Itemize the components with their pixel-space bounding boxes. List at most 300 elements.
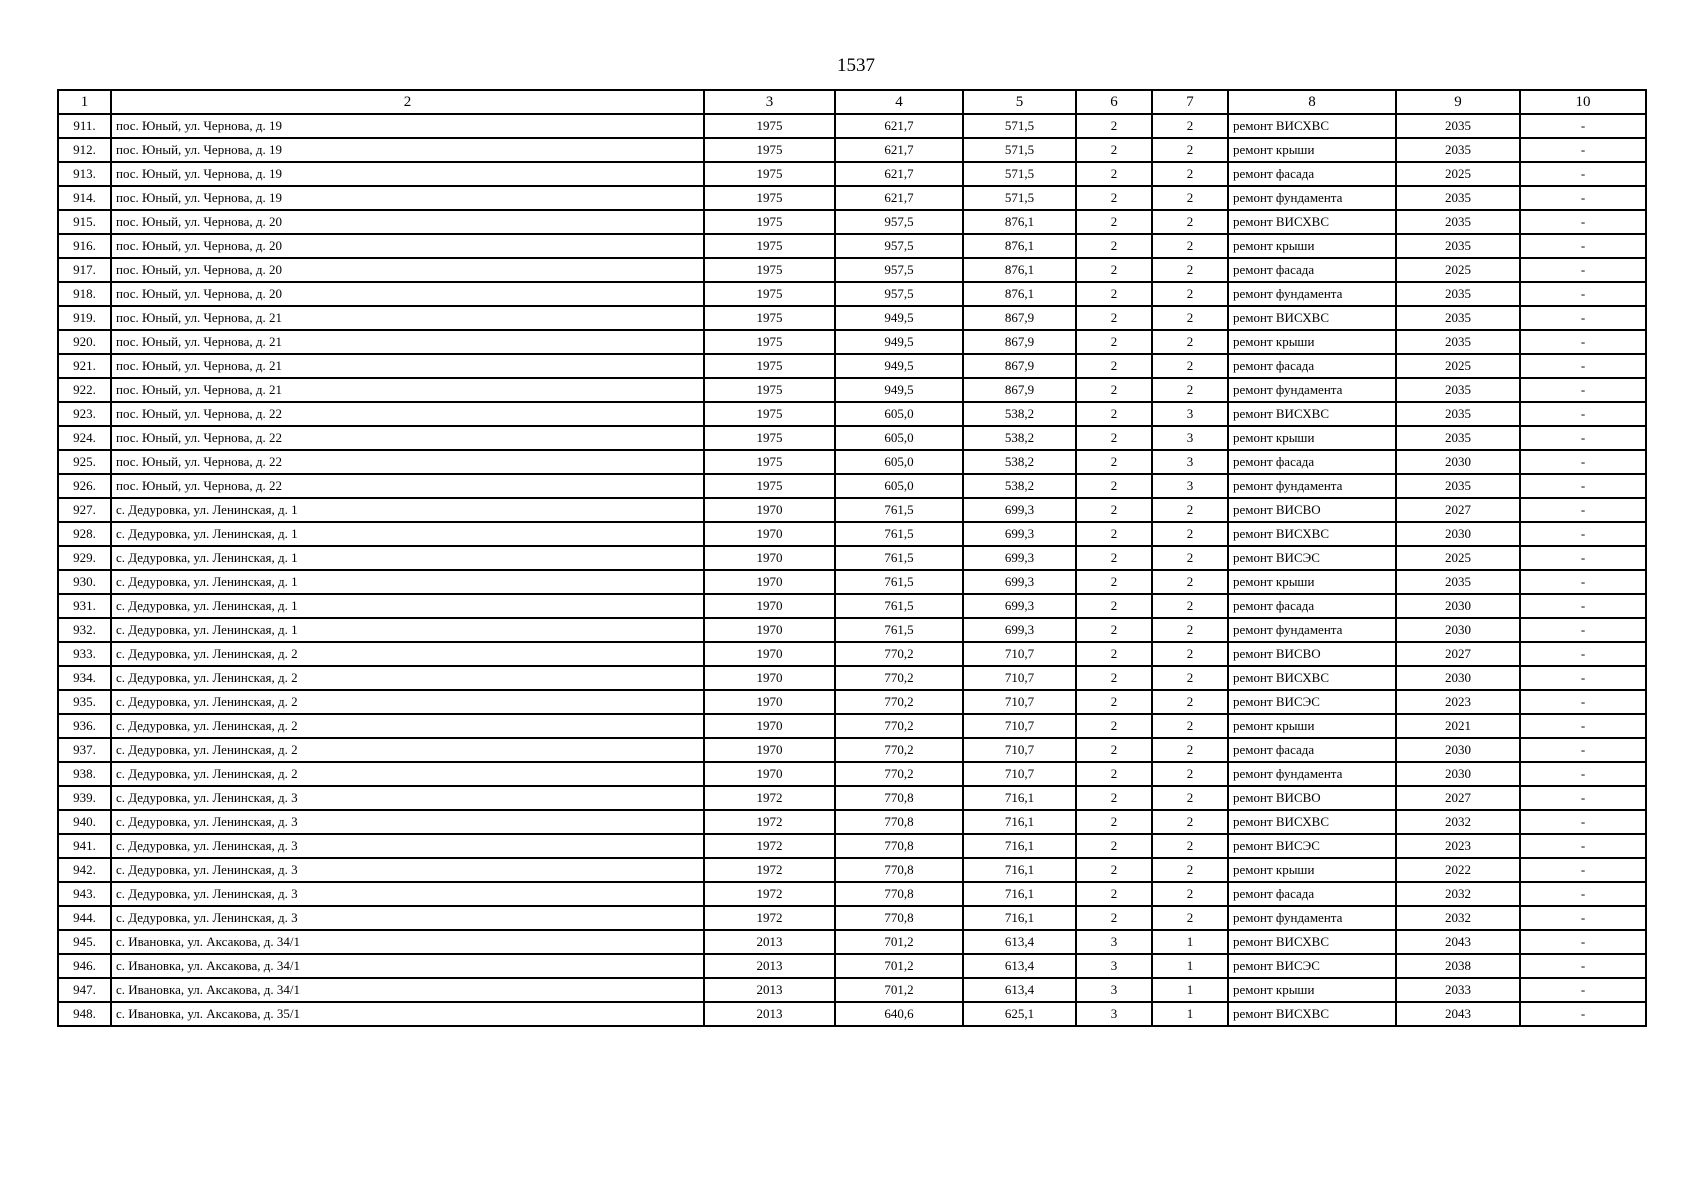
cell-entrances: 2 [1152,570,1228,594]
cell-planned-year: 2030 [1396,762,1520,786]
cell-floors: 2 [1076,906,1152,930]
column-header-7: 7 [1152,90,1228,114]
cell-work-type: ремонт фасада [1228,354,1396,378]
cell-living-area: 876,1 [963,234,1076,258]
cell-total-area: 605,0 [835,426,963,450]
cell-work-type: ремонт фасада [1228,594,1396,618]
cell-total-area: 621,7 [835,186,963,210]
cell-address: с. Дедуровка, ул. Ленинская, д. 1 [111,618,704,642]
cell-note: - [1520,378,1646,402]
table-row [58,882,1646,906]
cell-work-type: ремонт ВИСХВС [1228,402,1396,426]
cell-year-built: 1970 [704,570,835,594]
cell-row-number: 939. [58,786,111,810]
cell-note: - [1520,738,1646,762]
cell-total-area: 949,5 [835,354,963,378]
cell-address: с. Дедуровка, ул. Ленинская, д. 3 [111,810,704,834]
cell-entrances: 2 [1152,378,1228,402]
cell-entrances: 3 [1152,426,1228,450]
cell-total-area: 621,7 [835,162,963,186]
cell-living-area: 538,2 [963,450,1076,474]
table-row [58,618,1646,642]
cell-work-type: ремонт крыши [1228,234,1396,258]
cell-total-area: 770,8 [835,786,963,810]
cell-floors: 2 [1076,762,1152,786]
cell-living-area: 876,1 [963,282,1076,306]
cell-work-type: ремонт крыши [1228,570,1396,594]
table-row [58,306,1646,330]
cell-year-built: 1970 [704,546,835,570]
cell-living-area: 571,5 [963,186,1076,210]
cell-floors: 2 [1076,570,1152,594]
cell-row-number: 926. [58,474,111,498]
cell-row-number: 925. [58,450,111,474]
cell-total-area: 770,2 [835,738,963,762]
cell-planned-year: 2032 [1396,810,1520,834]
cell-total-area: 640,6 [835,1002,963,1026]
cell-floors: 2 [1076,498,1152,522]
cell-note: - [1520,162,1646,186]
cell-year-built: 1970 [704,690,835,714]
cell-planned-year: 2032 [1396,882,1520,906]
cell-living-area: 716,1 [963,786,1076,810]
cell-year-built: 1975 [704,474,835,498]
cell-note: - [1520,498,1646,522]
cell-year-built: 1975 [704,162,835,186]
cell-floors: 2 [1076,378,1152,402]
cell-note: - [1520,594,1646,618]
column-header-6: 6 [1076,90,1152,114]
cell-total-area: 770,2 [835,666,963,690]
table-row [58,858,1646,882]
cell-row-number: 944. [58,906,111,930]
cell-work-type: ремонт ВИСХВС [1228,306,1396,330]
cell-work-type: ремонт фундамента [1228,618,1396,642]
cell-row-number: 937. [58,738,111,762]
cell-note: - [1520,930,1646,954]
cell-planned-year: 2035 [1396,402,1520,426]
cell-planned-year: 2038 [1396,954,1520,978]
cell-note: - [1520,1002,1646,1026]
cell-planned-year: 2025 [1396,354,1520,378]
cell-entrances: 2 [1152,834,1228,858]
cell-living-area: 710,7 [963,642,1076,666]
column-header-1: 1 [58,90,111,114]
cell-address: с. Ивановка, ул. Аксакова, д. 34/1 [111,954,704,978]
cell-year-built: 1970 [704,642,835,666]
cell-total-area: 621,7 [835,114,963,138]
cell-floors: 2 [1076,450,1152,474]
cell-floors: 2 [1076,738,1152,762]
cell-living-area: 699,3 [963,522,1076,546]
cell-row-number: 914. [58,186,111,210]
cell-living-area: 716,1 [963,834,1076,858]
cell-entrances: 1 [1152,930,1228,954]
cell-note: - [1520,618,1646,642]
cell-note: - [1520,426,1646,450]
cell-planned-year: 2021 [1396,714,1520,738]
cell-living-area: 710,7 [963,714,1076,738]
cell-year-built: 1975 [704,258,835,282]
cell-floors: 2 [1076,642,1152,666]
cell-address: с. Дедуровка, ул. Ленинская, д. 1 [111,594,704,618]
cell-year-built: 1975 [704,426,835,450]
cell-planned-year: 2035 [1396,426,1520,450]
cell-work-type: ремонт ВИСЭС [1228,954,1396,978]
table-row [58,282,1646,306]
cell-total-area: 770,8 [835,858,963,882]
cell-entrances: 2 [1152,210,1228,234]
cell-entrances: 2 [1152,522,1228,546]
cell-work-type: ремонт крыши [1228,138,1396,162]
table-row [58,642,1646,666]
cell-entrances: 2 [1152,546,1228,570]
cell-note: - [1520,690,1646,714]
cell-row-number: 946. [58,954,111,978]
cell-year-built: 1972 [704,834,835,858]
table-row [58,1002,1646,1026]
cell-note: - [1520,258,1646,282]
cell-note: - [1520,330,1646,354]
table-row [58,834,1646,858]
cell-floors: 2 [1076,354,1152,378]
cell-planned-year: 2035 [1396,210,1520,234]
cell-year-built: 1970 [704,714,835,738]
cell-row-number: 947. [58,978,111,1002]
cell-entrances: 3 [1152,474,1228,498]
cell-year-built: 1975 [704,234,835,258]
cell-work-type: ремонт фасада [1228,258,1396,282]
cell-address: с. Дедуровка, ул. Ленинская, д. 3 [111,882,704,906]
cell-work-type: ремонт ВИСХВС [1228,810,1396,834]
cell-row-number: 927. [58,498,111,522]
cell-row-number: 912. [58,138,111,162]
cell-planned-year: 2027 [1396,786,1520,810]
cell-floors: 2 [1076,810,1152,834]
cell-address: с. Дедуровка, ул. Ленинская, д. 3 [111,834,704,858]
cell-work-type: ремонт фасада [1228,738,1396,762]
cell-planned-year: 2025 [1396,546,1520,570]
cell-address: пос. Юный, ул. Чернова, д. 22 [111,474,704,498]
cell-row-number: 942. [58,858,111,882]
cell-living-area: 699,3 [963,618,1076,642]
cell-planned-year: 2035 [1396,282,1520,306]
cell-entrances: 2 [1152,810,1228,834]
cell-note: - [1520,354,1646,378]
cell-work-type: ремонт фасада [1228,882,1396,906]
cell-floors: 2 [1076,234,1152,258]
cell-planned-year: 2025 [1396,162,1520,186]
table-row [58,954,1646,978]
cell-row-number: 915. [58,210,111,234]
cell-address: пос. Юный, ул. Чернова, д. 20 [111,282,704,306]
cell-total-area: 761,5 [835,546,963,570]
cell-year-built: 1975 [704,282,835,306]
cell-row-number: 934. [58,666,111,690]
cell-entrances: 2 [1152,738,1228,762]
cell-living-area: 710,7 [963,738,1076,762]
cell-year-built: 1975 [704,186,835,210]
cell-planned-year: 2030 [1396,666,1520,690]
cell-row-number: 922. [58,378,111,402]
cell-total-area: 701,2 [835,978,963,1002]
page-number: 1537 [837,55,875,76]
cell-planned-year: 2035 [1396,114,1520,138]
cell-floors: 3 [1076,954,1152,978]
table-row [58,786,1646,810]
cell-total-area: 957,5 [835,210,963,234]
cell-floors: 2 [1076,546,1152,570]
cell-living-area: 867,9 [963,378,1076,402]
cell-floors: 2 [1076,858,1152,882]
table-row [58,810,1646,834]
cell-work-type: ремонт фундамента [1228,186,1396,210]
cell-row-number: 917. [58,258,111,282]
cell-entrances: 2 [1152,786,1228,810]
cell-total-area: 605,0 [835,402,963,426]
cell-entrances: 1 [1152,954,1228,978]
table-row [58,162,1646,186]
cell-note: - [1520,210,1646,234]
cell-work-type: ремонт фундамента [1228,762,1396,786]
table-body [58,114,1646,1026]
table-row [58,522,1646,546]
cell-address: пос. Юный, ул. Чернова, д. 21 [111,354,704,378]
cell-note: - [1520,306,1646,330]
cell-total-area: 957,5 [835,234,963,258]
cell-entrances: 2 [1152,282,1228,306]
cell-work-type: ремонт ВИСВО [1228,786,1396,810]
table-row [58,330,1646,354]
cell-address: пос. Юный, ул. Чернова, д. 22 [111,450,704,474]
cell-entrances: 2 [1152,714,1228,738]
cell-living-area: 699,3 [963,570,1076,594]
cell-entrances: 2 [1152,762,1228,786]
cell-row-number: 935. [58,690,111,714]
cell-year-built: 1975 [704,378,835,402]
cell-address: пос. Юный, ул. Чернова, д. 20 [111,258,704,282]
cell-planned-year: 2023 [1396,834,1520,858]
cell-year-built: 1970 [704,666,835,690]
table-row [58,714,1646,738]
cell-note: - [1520,546,1646,570]
cell-year-built: 1975 [704,450,835,474]
cell-work-type: ремонт фундамента [1228,906,1396,930]
cell-floors: 2 [1076,882,1152,906]
cell-floors: 2 [1076,186,1152,210]
cell-total-area: 761,5 [835,498,963,522]
table-row [58,258,1646,282]
cell-living-area: 710,7 [963,666,1076,690]
cell-living-area: 699,3 [963,594,1076,618]
cell-note: - [1520,978,1646,1002]
cell-entrances: 2 [1152,618,1228,642]
cell-row-number: 929. [58,546,111,570]
cell-floors: 2 [1076,258,1152,282]
cell-year-built: 2013 [704,1002,835,1026]
cell-note: - [1520,450,1646,474]
cell-note: - [1520,186,1646,210]
cell-planned-year: 2035 [1396,330,1520,354]
cell-floors: 2 [1076,618,1152,642]
cell-floors: 2 [1076,786,1152,810]
cell-row-number: 940. [58,810,111,834]
cell-living-area: 571,5 [963,138,1076,162]
cell-address: пос. Юный, ул. Чернова, д. 19 [111,114,704,138]
cell-row-number: 938. [58,762,111,786]
cell-year-built: 1975 [704,210,835,234]
cell-entrances: 2 [1152,138,1228,162]
cell-floors: 2 [1076,162,1152,186]
cell-note: - [1520,954,1646,978]
cell-floors: 2 [1076,474,1152,498]
cell-planned-year: 2033 [1396,978,1520,1002]
cell-work-type: ремонт крыши [1228,858,1396,882]
cell-year-built: 1975 [704,114,835,138]
table-row [58,450,1646,474]
cell-living-area: 625,1 [963,1002,1076,1026]
cell-address: пос. Юный, ул. Чернова, д. 20 [111,210,704,234]
cell-floors: 2 [1076,834,1152,858]
column-header-2: 2 [111,90,704,114]
cell-total-area: 770,2 [835,690,963,714]
cell-row-number: 923. [58,402,111,426]
cell-address: с. Дедуровка, ул. Ленинская, д. 2 [111,762,704,786]
cell-planned-year: 2030 [1396,738,1520,762]
cell-living-area: 716,1 [963,810,1076,834]
column-header-5: 5 [963,90,1076,114]
cell-living-area: 876,1 [963,258,1076,282]
cell-living-area: 716,1 [963,858,1076,882]
cell-entrances: 3 [1152,402,1228,426]
cell-planned-year: 2027 [1396,498,1520,522]
cell-row-number: 945. [58,930,111,954]
cell-work-type: ремонт ВИСХВС [1228,114,1396,138]
cell-entrances: 2 [1152,162,1228,186]
cell-work-type: ремонт крыши [1228,330,1396,354]
cell-living-area: 538,2 [963,402,1076,426]
cell-note: - [1520,402,1646,426]
table-row [58,210,1646,234]
cell-floors: 2 [1076,282,1152,306]
cell-address: пос. Юный, ул. Чернова, д. 19 [111,186,704,210]
cell-address: с. Дедуровка, ул. Ленинская, д. 1 [111,570,704,594]
cell-note: - [1520,834,1646,858]
cell-year-built: 1972 [704,810,835,834]
column-header-10: 10 [1520,90,1646,114]
cell-floors: 2 [1076,306,1152,330]
cell-total-area: 770,8 [835,834,963,858]
cell-total-area: 770,8 [835,810,963,834]
cell-total-area: 605,0 [835,450,963,474]
cell-year-built: 1975 [704,354,835,378]
cell-entrances: 3 [1152,450,1228,474]
cell-planned-year: 2027 [1396,642,1520,666]
cell-year-built: 1970 [704,618,835,642]
cell-living-area: 571,5 [963,162,1076,186]
cell-row-number: 911. [58,114,111,138]
cell-address: с. Дедуровка, ул. Ленинская, д. 2 [111,714,704,738]
cell-entrances: 2 [1152,354,1228,378]
cell-total-area: 770,2 [835,642,963,666]
cell-total-area: 701,2 [835,954,963,978]
cell-note: - [1520,786,1646,810]
cell-floors: 2 [1076,714,1152,738]
cell-planned-year: 2035 [1396,378,1520,402]
cell-address: с. Ивановка, ул. Аксакова, д. 34/1 [111,978,704,1002]
cell-planned-year: 2030 [1396,618,1520,642]
cell-work-type: ремонт ВИСЭС [1228,834,1396,858]
cell-planned-year: 2035 [1396,138,1520,162]
cell-total-area: 770,2 [835,762,963,786]
cell-year-built: 1975 [704,330,835,354]
cell-address: с. Дедуровка, ул. Ленинская, д. 3 [111,858,704,882]
cell-floors: 3 [1076,1002,1152,1026]
table-row [58,498,1646,522]
cell-entrances: 2 [1152,258,1228,282]
cell-living-area: 699,3 [963,546,1076,570]
table-row [58,738,1646,762]
cell-note: - [1520,114,1646,138]
cell-address: с. Дедуровка, ул. Ленинская, д. 1 [111,522,704,546]
cell-total-area: 770,8 [835,906,963,930]
cell-row-number: 919. [58,306,111,330]
cell-work-type: ремонт ВИСХВС [1228,522,1396,546]
cell-work-type: ремонт ВИСВО [1228,642,1396,666]
cell-planned-year: 2035 [1396,186,1520,210]
cell-total-area: 957,5 [835,258,963,282]
cell-row-number: 916. [58,234,111,258]
cell-work-type: ремонт фасада [1228,162,1396,186]
cell-entrances: 2 [1152,330,1228,354]
cell-year-built: 1975 [704,402,835,426]
cell-work-type: ремонт ВИСЭС [1228,546,1396,570]
cell-planned-year: 2030 [1396,594,1520,618]
cell-year-built: 2013 [704,954,835,978]
table-row [58,762,1646,786]
cell-entrances: 2 [1152,666,1228,690]
cell-address: с. Дедуровка, ул. Ленинская, д. 2 [111,642,704,666]
cell-living-area: 710,7 [963,762,1076,786]
cell-row-number: 948. [58,1002,111,1026]
repair-schedule-table [57,89,1647,1027]
cell-year-built: 1970 [704,594,835,618]
cell-floors: 2 [1076,330,1152,354]
column-header-3: 3 [704,90,835,114]
table-row [58,138,1646,162]
cell-note: - [1520,522,1646,546]
cell-total-area: 949,5 [835,306,963,330]
cell-address: с. Дедуровка, ул. Ленинская, д. 2 [111,666,704,690]
cell-note: - [1520,906,1646,930]
cell-note: - [1520,234,1646,258]
cell-note: - [1520,138,1646,162]
cell-planned-year: 2025 [1396,258,1520,282]
cell-note: - [1520,762,1646,786]
cell-note: - [1520,642,1646,666]
cell-work-type: ремонт ВИСХВС [1228,210,1396,234]
cell-address: пос. Юный, ул. Чернова, д. 22 [111,426,704,450]
cell-entrances: 2 [1152,858,1228,882]
cell-address: пос. Юный, ул. Чернова, д. 19 [111,162,704,186]
cell-planned-year: 2023 [1396,690,1520,714]
cell-total-area: 949,5 [835,330,963,354]
cell-living-area: 538,2 [963,426,1076,450]
cell-planned-year: 2043 [1396,1002,1520,1026]
cell-year-built: 1970 [704,738,835,762]
cell-row-number: 931. [58,594,111,618]
cell-work-type: ремонт ВИСВО [1228,498,1396,522]
